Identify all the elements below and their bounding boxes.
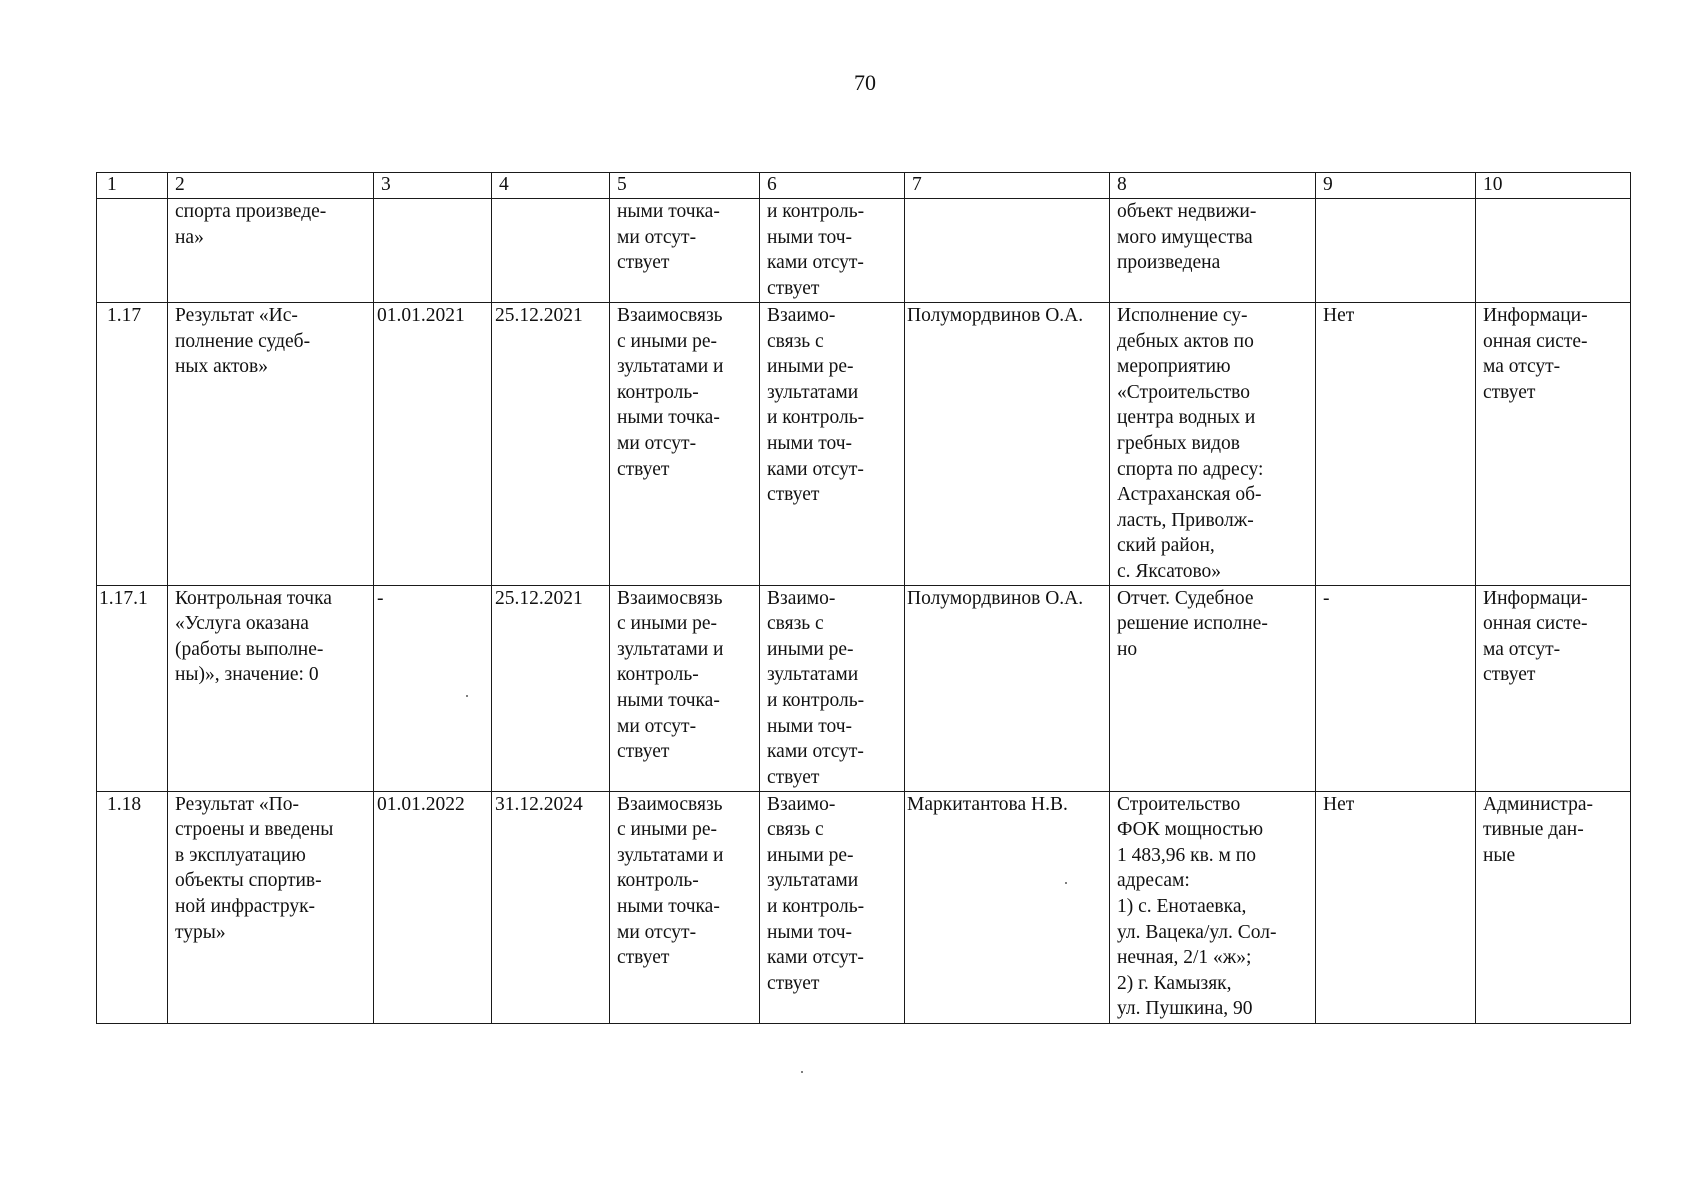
flag-value [1316,199,1476,303]
link-previous: Взаимосвязь с иными ре- зультатами и контроль- ными точка- ми отсут- ствует [610,585,760,791]
table-row [97,585,1631,791]
result-description: Исполнение су- дебных актов по мероприятию «Строительство центра водных и гребных видов спорта по адресу: Астраханская об- ласть, Приволж- ский район, с. Яксатово» [1110,303,1316,586]
header-cell-9: 9 [1316,173,1476,199]
header-cell-3: 3 [374,173,492,199]
header-cell-8: 8 [1110,173,1316,199]
link-previous: Взаимосвязь с иными ре- зультатами и контроль- ными точка- ми отсут- ствует [610,303,760,586]
scan-speck [1065,882,1067,884]
info-system: Администра- тивные дан- ные [1476,791,1631,1023]
link-previous: ными точка- ми отсут- ствует [610,199,760,303]
start-date: 01.01.2022 [374,791,492,1023]
end-date [492,199,610,303]
header-cell-5: 5 [610,173,760,199]
start-date: - [374,585,492,791]
result-description: Строительство ФОК мощностью 1 483,96 кв. м по адресам: 1) с. Енотаевка, ул. Вацека/ул. Сол- нечная, 2/1 «ж»; 2) г. Камызяк, ул. Пушкина, 90 [1110,791,1316,1023]
row-number [97,199,168,303]
end-date: 31.12.2024 [492,791,610,1023]
flag-value: Нет [1316,303,1476,586]
info-system: Информаци- онная систе- ма отсут- ствует [1476,303,1631,586]
result-name: Контрольная точка «Услуга оказана (работы выполне- ны)», значение: 0 [168,585,374,791]
start-date [374,199,492,303]
table-row [97,199,1631,303]
scan-speck [801,1071,803,1073]
responsible-person: Полумордвинов О.А. [905,585,1110,791]
flag-value: Нет [1316,791,1476,1023]
header-row [97,173,1631,199]
link-next: Взаимо- связь с иными ре- зультатами и контроль- ными точ- ками отсут- ствует [760,303,905,586]
table-row [97,791,1631,1023]
link-previous: Взаимосвязь с иными ре- зультатами и контроль- ными точка- ми отсут- ствует [610,791,760,1023]
end-date: 25.12.2021 [492,585,610,791]
header-cell-2: 2 [168,173,374,199]
link-next: Взаимо- связь с иными ре- зультатами и контроль- ными точ- ками отсут- ствует [760,585,905,791]
row-number: 1.18 [97,791,168,1023]
page-number: 70 [854,70,876,95]
flag-value: - [1316,585,1476,791]
header-cell-1: 1 [97,173,168,199]
header-cell-7: 7 [905,173,1110,199]
row-number: 1.17 [97,303,168,586]
end-date: 25.12.2021 [492,303,610,586]
scan-speck [466,695,468,697]
info-system: Информаци- онная систе- ма отсут- ствует [1476,585,1631,791]
result-description: Отчет. Судебное решение исполне- но [1110,585,1316,791]
header-cell-10: 10 [1476,173,1631,199]
row-number: 1.17.1 [97,585,168,791]
table-row [97,303,1631,586]
result-name: спорта произведе- на» [168,199,374,303]
link-next: и контроль- ными точ- ками отсут- ствует [760,199,905,303]
responsible-person: Полумордвинов О.А. [905,303,1110,586]
start-date: 01.01.2021 [374,303,492,586]
header-cell-6: 6 [760,173,905,199]
info-system [1476,199,1631,303]
result-name: Результат «Ис- полнение судеб- ных актов» [168,303,374,586]
responsible-person: Маркитантова Н.В. [905,791,1110,1023]
header-cell-4: 4 [492,173,610,199]
responsible-person [905,199,1110,303]
result-name: Результат «По- строены и введены в эксплуатацию объекты спортив- ной инфраструк- туры» [168,791,374,1023]
results-table [96,172,1631,1024]
result-description: объект недвижи- мого имущества произведена [1110,199,1316,303]
link-next: Взаимо- связь с иными ре- зультатами и контроль- ными точ- ками отсут- ствует [760,791,905,1023]
